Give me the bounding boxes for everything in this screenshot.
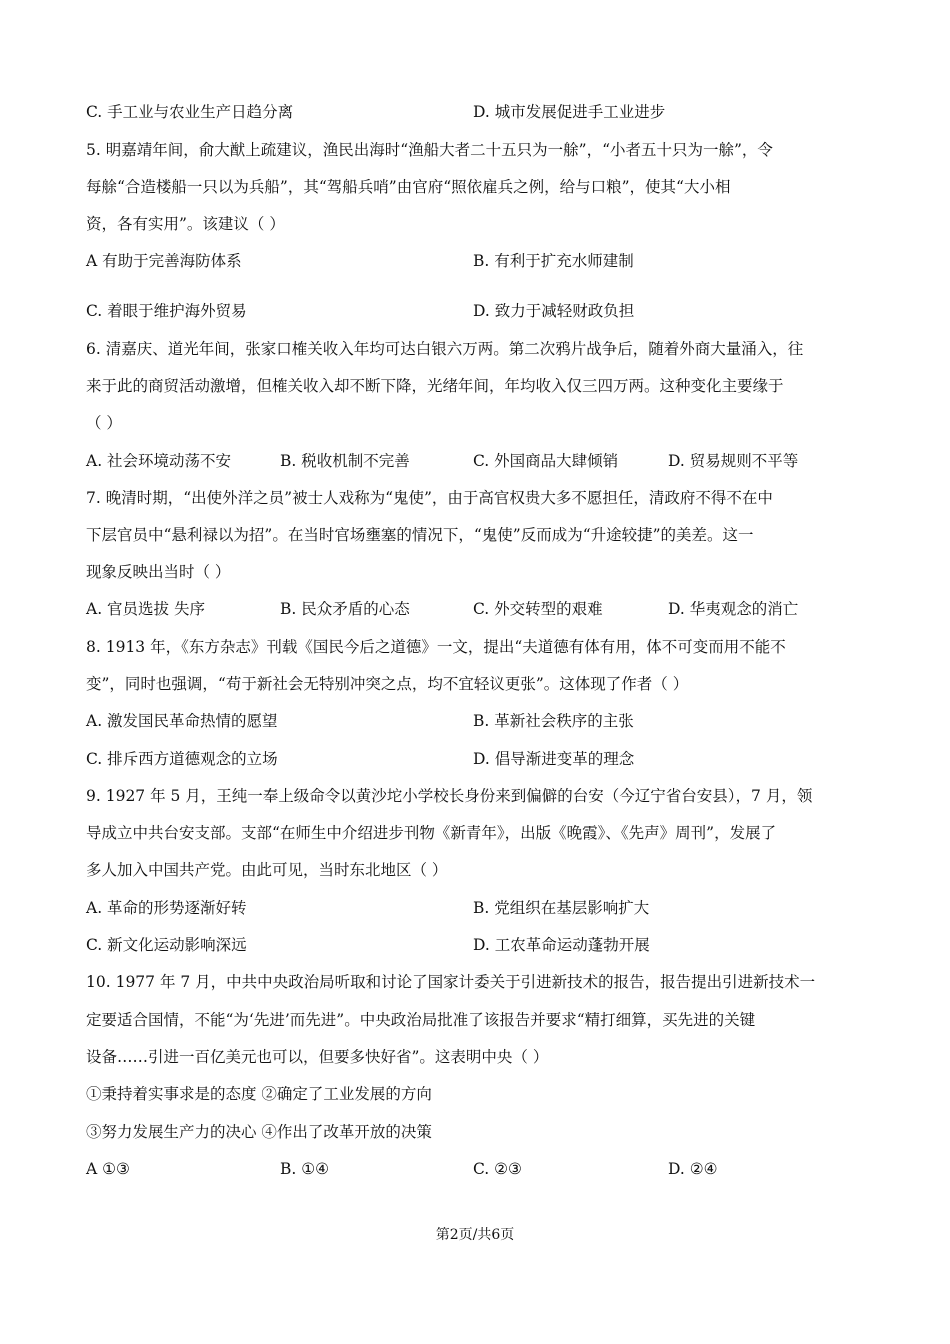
q8-option-b: B. 革新社会秩序的主张 [473,712,634,730]
q6-stem-line: 6. 清嘉庆、道光年间，张家口榷关收入年均可达白银六万两。第二次鸦片战争后，随着外商大量涌入，往 [86,340,804,358]
q5-option-a: A 有助于完善海防体系 [86,252,242,270]
q4-option-c: C. 手工业与农业生产日趋分离 [86,103,294,121]
q10-statement-line: ①秉持着实事求是的态度 ②确定了工业发展的方向 [86,1085,432,1103]
q9-option-a: A. 革命的形势逐渐好转 [86,899,247,917]
q8-option-a: A. 激发国民革命热情的愿望 [86,712,278,730]
q9-option-d: D. 工农革命运动蓬勃开展 [473,936,650,954]
q6-option-b: B. 税收机制不完善 [280,452,410,470]
q7-option-b: B. 民众矛盾的心态 [280,600,410,618]
q10-statement-line: ③努力发展生产力的决心 ④作出了改革开放的决策 [86,1123,432,1141]
q5-option-b: B. 有利于扩充水师建制 [473,252,634,270]
q7-option-c: C. 外交转型的艰难 [473,600,603,618]
q10-option-a: A ①③ [86,1160,130,1178]
q8-stem-line: 8. 1913 年，《东方杂志》刊载《国民今后之道德》一文，提出“夫道德有体有用，体不可变而用不能不 [86,638,786,656]
q8-option-d: D. 倡导渐进变革的理念 [473,750,635,768]
q10-option-b: B. ①④ [280,1160,330,1178]
q9-stem-line: 多人加入中国共产党。由此可见，当时东北地区（ ） [86,861,448,879]
q9-stem-line: 导成立中共台安支部。支部“在师生中介绍进步刊物《新青年》，出版《晚霞》、《先声》周刊”，发展了 [86,824,777,842]
q6-stem-line: 来于此的商贸活动激增，但榷关收入却不断下降，光绪年间，年均收入仅三四万两。这种变化主要缘于 [86,377,784,395]
page-number: 第2页/共6页 [435,1227,515,1243]
q10-stem-line: 设备……引进一百亿美元也可以，但要多快好省”。这表明中央（ ） [86,1048,549,1066]
q7-option-d: D. 华夷观念的消亡 [668,600,799,618]
q6-option-a: A. 社会环境动荡不安 [86,452,232,470]
q10-option-c: C. ②③ [473,1160,522,1178]
q10-stem-line: 定要适合国情，不能“为‘先进’而先进”。中央政治局批准了该报告并要求“精打细算，买先进的关键 [86,1011,756,1029]
q6-option-c: C. 外国商品大肆倾销 [473,452,619,470]
q5-stem-line: 每艅“合造楼船一只以为兵船”，其“驾船兵哨”由官府“照依雇兵之例，给与口粮”，使其“大小相 [86,178,731,196]
q6-option-d: D. 贸易规则不平等 [668,452,799,470]
q5-stem-line: 资，各有实用”。该建议（ ） [86,215,285,233]
q6-stem-line: （ ） [86,414,122,432]
q10-stem-line: 10. 1977 年 7 月，中共中央政治局听取和讨论了国家计委关于引进新技术的报告，报告提出引进新技术一 [86,973,816,991]
q7-stem-line: 现象反映出当时（ ） [86,563,231,581]
q8-option-c: C. 排斥西方道德观念的立场 [86,750,278,768]
q7-stem-line: 下层官员中“悬利禄以为招”。在当时官场壅塞的情况下，“鬼使”反而成为“升途较捷”的美差。这一 [86,526,754,544]
q9-option-c: C. 新文化运动影响深远 [86,936,247,954]
q5-option-d: D. 致力于减轻财政负担 [473,302,635,320]
q10-option-d: D. ②④ [668,1160,718,1178]
q9-stem-line: 9. 1927 年 5 月，王纯一奉上级命令以黄沙坨小学校长身份来到偏僻的台安（今辽宁省台安县），7 月，领 [86,787,813,805]
q5-option-c: C. 着眼于维护海外贸易 [86,302,247,320]
q4-option-d: D. 城市发展促进手工业进步 [473,103,666,121]
q7-stem-line: 7. 晚清时期，“出使外洋之员”被士人戏称为“鬼使”，由于高官权贵大多不愿担任，清政府不得不在中 [86,489,773,507]
q7-option-a: A. 官员选拔 失序 [86,600,205,618]
q8-stem-line: 变”，同时也强调，“苟于新社会无特别冲突之点，均不宜轻议更张”。这体现了作者（ ） [86,675,689,693]
q5-stem-line: 5. 明嘉靖年间，俞大猷上疏建议，渔民出海时“渔船大者二十五只为一艅”，“小者五十只为一艅”，令 [86,141,773,159]
q9-option-b: B. 党组织在基层影响扩大 [473,899,650,917]
